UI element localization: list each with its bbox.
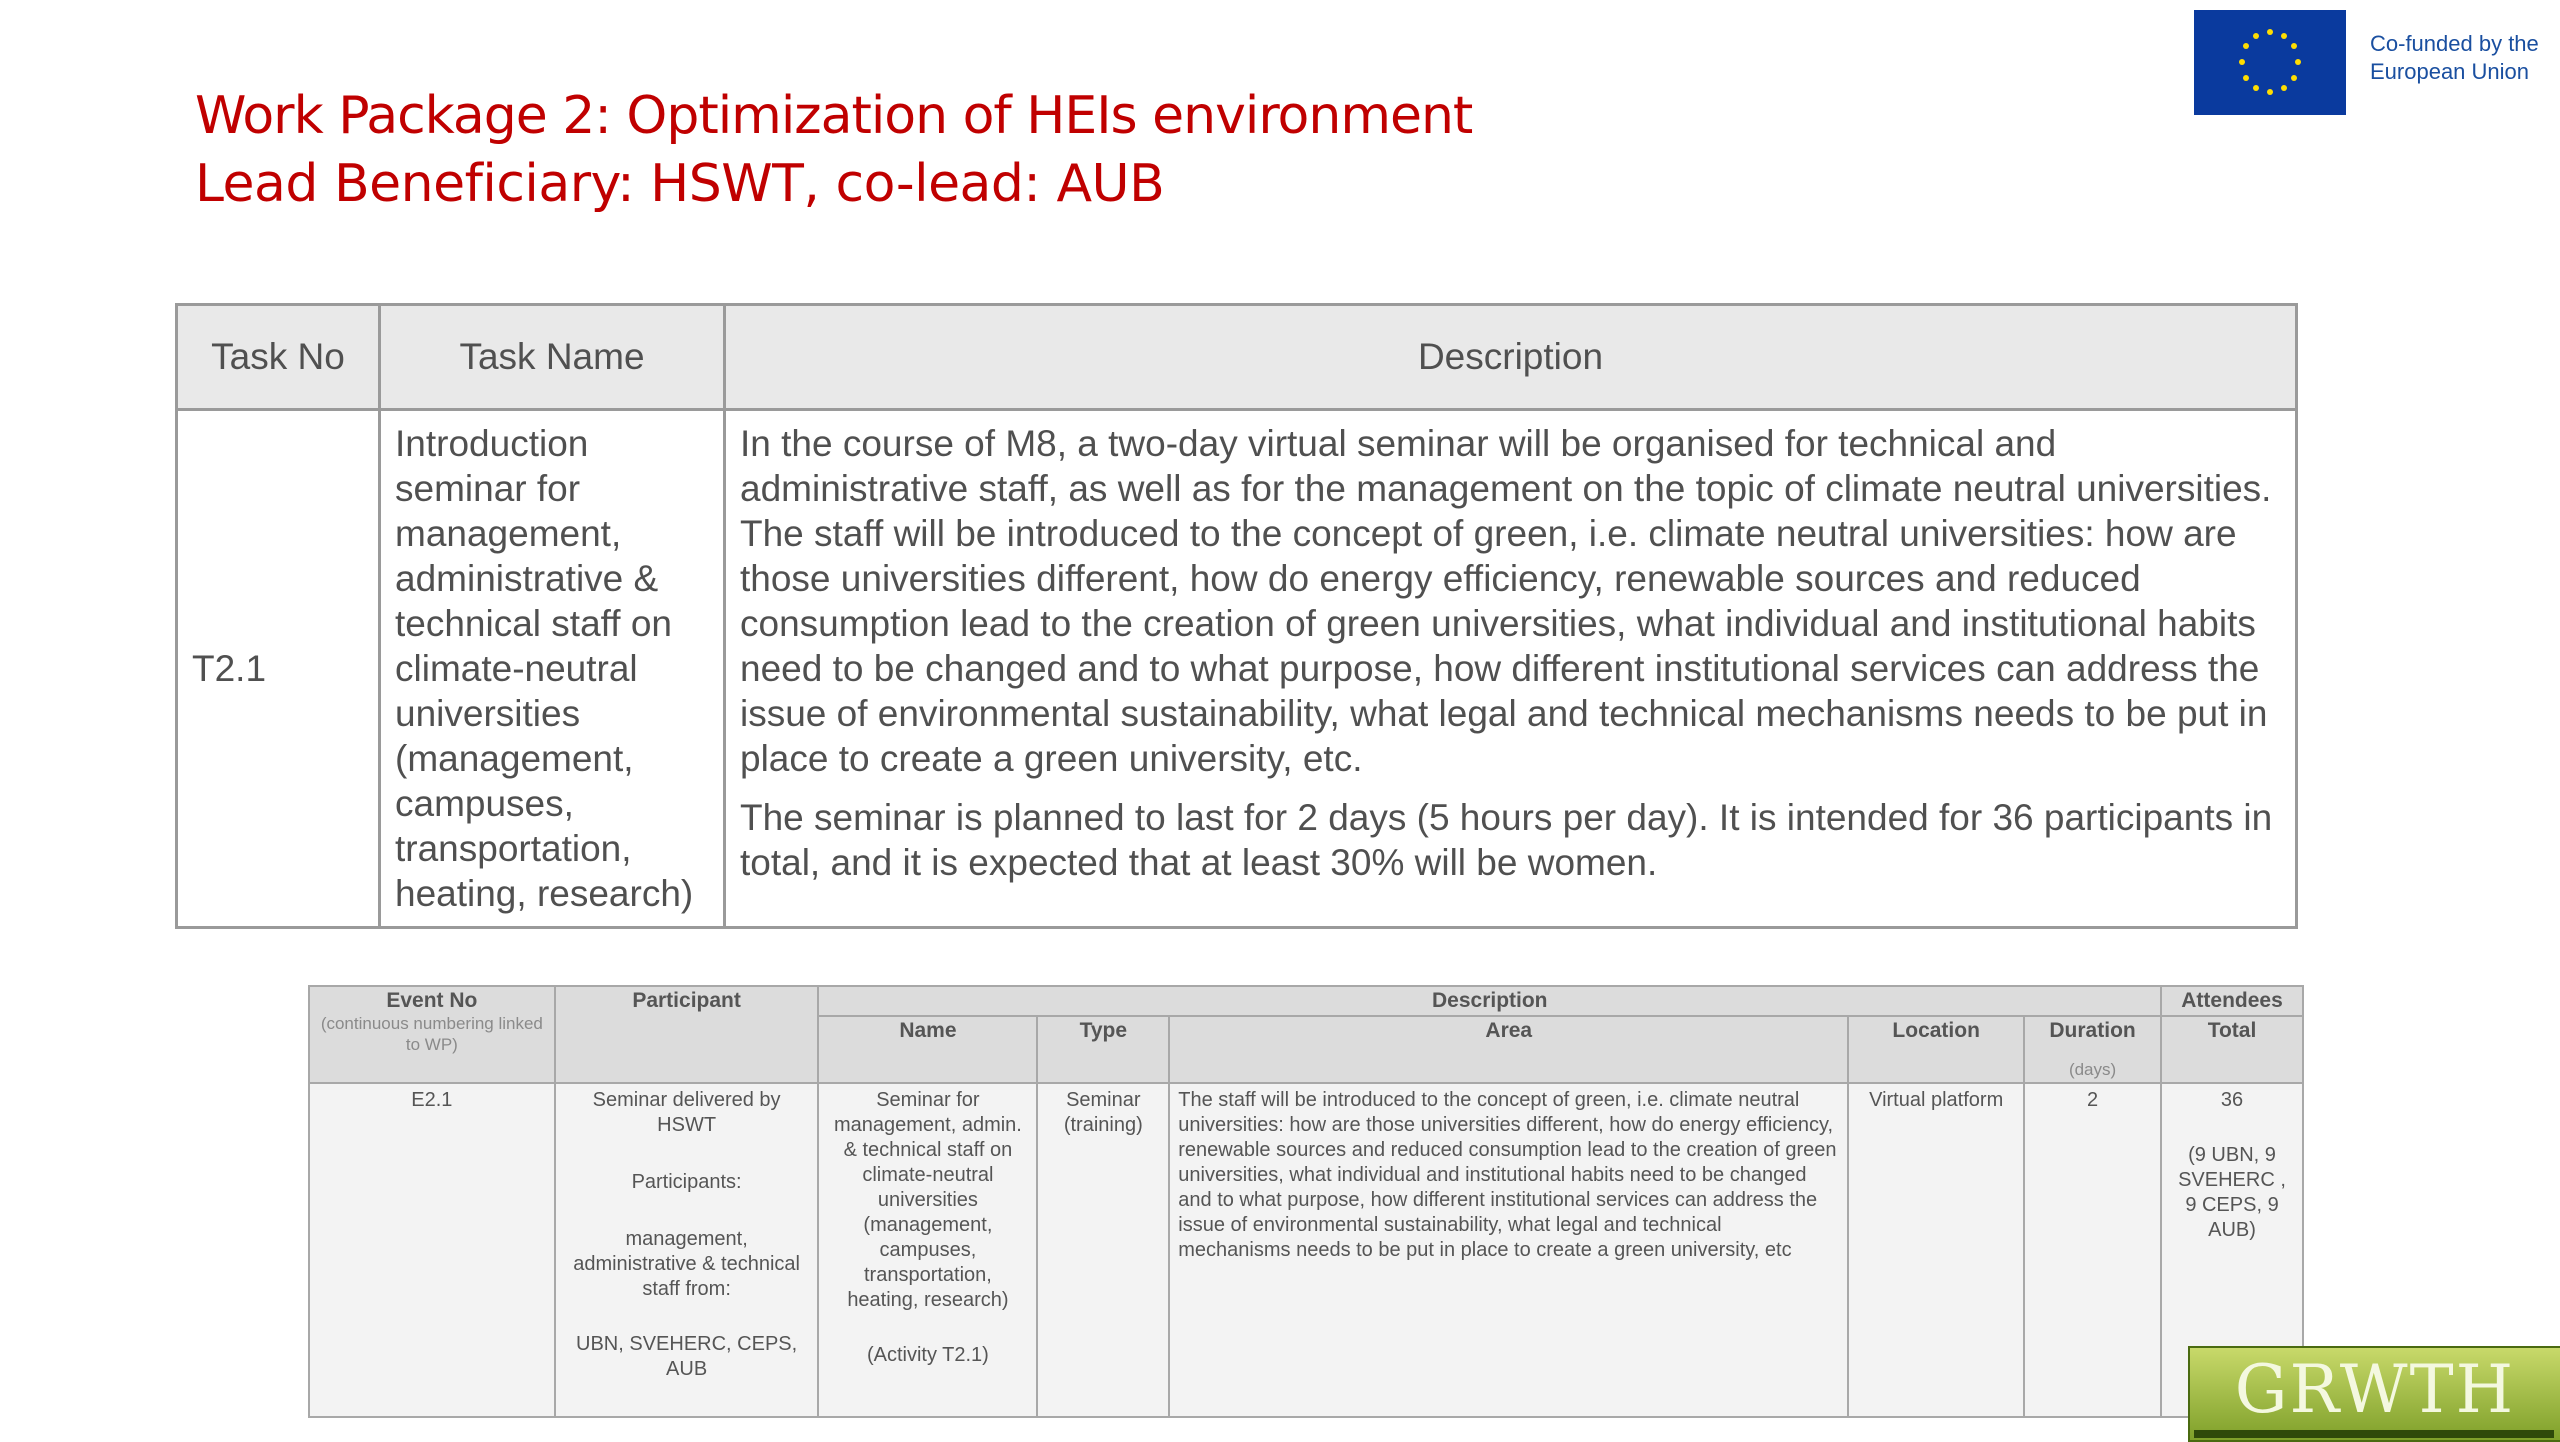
task-table-header (177, 305, 2297, 410)
growth-logo-tagline-bar (2194, 1430, 2554, 1438)
description-cell (725, 410, 2297, 928)
header-event-no-sub: (continuous numbering linked to WP) (320, 1014, 543, 1054)
event-table (308, 985, 2304, 1418)
slide-title: Work Package 2: Optimization of HEIs environment (195, 86, 1473, 146)
eu-cofunded-text: Co-funded by the European Union (2370, 31, 2539, 84)
task-no-cell: T2.1 (177, 410, 380, 928)
description-paragraph-2: The seminar is planned to last for 2 days (5 hours per day). It is intended for 36 participants in total, and it is expected that at least 30% will be women. (740, 797, 2273, 883)
eu-logo (2192, 8, 2560, 118)
header-task-name: Task Name (380, 305, 725, 410)
header-name: Name (818, 1016, 1037, 1083)
duration-cell: 2 (2024, 1083, 2161, 1417)
description-paragraph-1: In the course of M8, a two-day virtual seminar will be organised for technical and administrative staff, as well as for the management on the topic of climate neutral universities. The staff will be introduced to the concept of green, i.e. climate neutral universities: how are those universities different, how do energy efficiency, renewable sources and reduced consumption lead to the creation of green universities, what individual and institutional habits need to be changed and to what purpose, how different institutional services can address the issue of environmental sustainability, what legal and technical mechanisms needs to be put in place to create a green university, etc. (740, 423, 2272, 779)
task-table (175, 303, 2298, 929)
name-line: Seminar for management, admin. & technical staff on climate-neutral universities (management, campuses, transportation, heating, research) (833, 1089, 1022, 1311)
header-type: Type (1037, 1016, 1169, 1083)
participant-line: Seminar delivered by HSWT (592, 1089, 781, 1136)
header-total: Total (2161, 1016, 2303, 1083)
table-row (177, 410, 2297, 928)
type-cell: Seminar (training) (1037, 1083, 1169, 1417)
participant-line: UBN, SVEHERC, CEPS, AUB (576, 1333, 798, 1380)
area-cell: The staff will be introduced to the concept of green, i.e. climate neutral universities: how are those universities different, how do energy efficiency, renewable sources and reduced consumption lead to the creation of green universities, what individual and institutional habits need to be changed and to what purpose, how different institutional services can address the issue of environmental sustainability, what legal and technical mechanisms needs to be put in place to create a green university, etc (1169, 1083, 1848, 1417)
event-header-row-1 (309, 986, 2303, 1016)
participant-cell (555, 1083, 819, 1417)
name-cell (818, 1083, 1037, 1417)
header-area: Area (1169, 1016, 1848, 1083)
participant-line: management, administrative & technical staff from: (573, 1228, 800, 1300)
total-line: 36 (2220, 1089, 2244, 1111)
header-description-group: Description (818, 986, 2161, 1016)
slide-subtitle: Lead Beneficiary: HSWT, co-lead: AUB (195, 154, 1165, 214)
table-row (309, 1083, 2303, 1417)
header-duration (2024, 1016, 2161, 1083)
header-description: Description (725, 305, 2297, 410)
header-task-no: Task No (177, 305, 380, 410)
growth-logo-text: GRWTH (2234, 1351, 2516, 1428)
location-cell: Virtual platform (1848, 1083, 2024, 1417)
participant-line: Participants: (631, 1171, 742, 1193)
header-attendees: Attendees (2161, 986, 2303, 1016)
header-duration-label: Duration (2049, 1019, 2136, 1042)
total-line: (9 UBN, 9 SVEHERC , 9 CEPS, 9 AUB) (2178, 1144, 2286, 1241)
header-location: Location (1848, 1016, 2024, 1083)
task-name-cell: Introduction seminar for management, administrative & technical staff on climate-neutral universities (management, campuses, transportation, heating, research) (380, 410, 725, 928)
name-line: (Activity T2.1) (866, 1344, 989, 1366)
eu-flag-icon (2194, 10, 2346, 115)
header-participant: Participant (555, 986, 819, 1083)
growth-logo (2188, 1346, 2560, 1442)
header-event-no-label: Event No (386, 989, 478, 1012)
slide-title-block (195, 82, 1472, 218)
header-event-no (309, 986, 555, 1083)
event-no-cell: E2.1 (309, 1083, 555, 1417)
header-duration-sub: (days) (2068, 1060, 2117, 1079)
